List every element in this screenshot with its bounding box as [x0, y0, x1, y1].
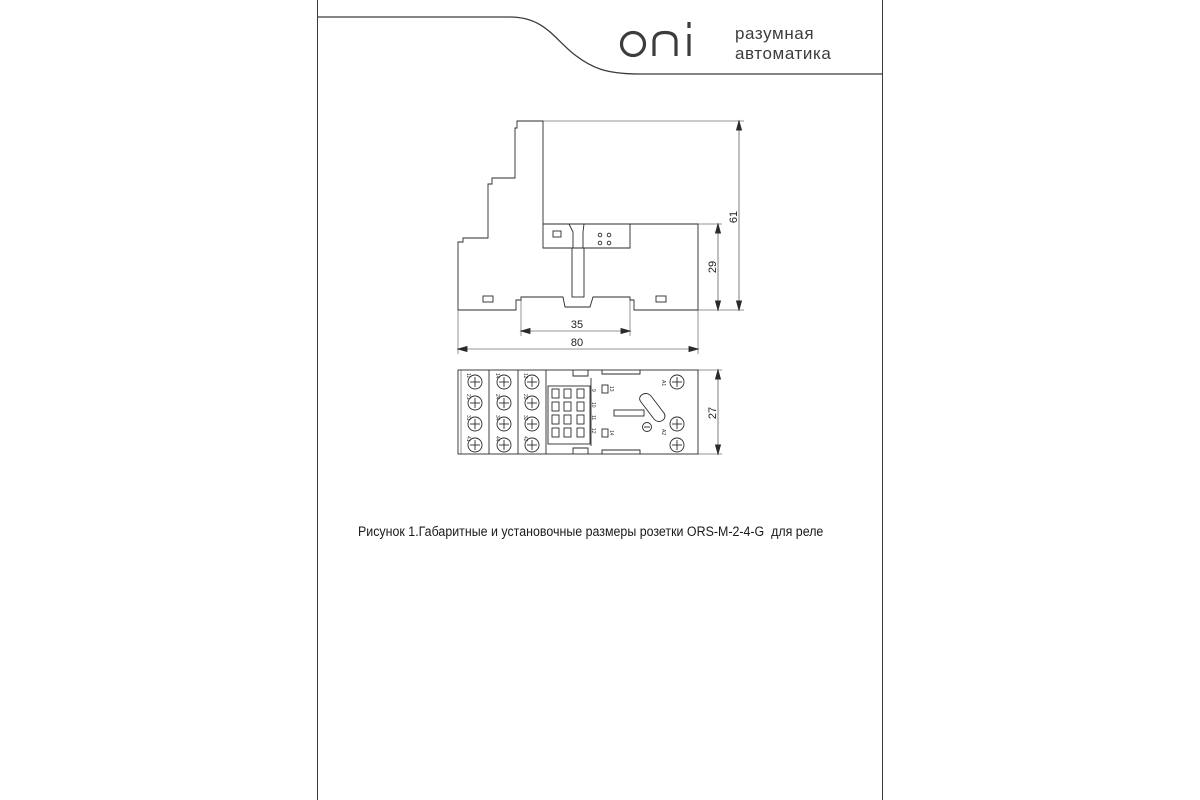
- inner-pin-label: 14: [608, 430, 614, 436]
- terminal-label: 34: [494, 415, 500, 421]
- inner-pin-label: 10: [590, 402, 596, 408]
- tagline-line-2: автоматика: [735, 44, 832, 63]
- coil-label-a1: A1: [660, 380, 666, 387]
- inner-pin-label: 9: [590, 389, 596, 392]
- side-view-outline: [458, 121, 698, 310]
- dimension-35-label: 35: [570, 319, 584, 331]
- terminal-label: 12: [522, 373, 528, 379]
- coil-label-a2: A2: [660, 429, 666, 436]
- terminal-label: 42: [522, 436, 528, 442]
- terminal-label: 11: [465, 373, 471, 379]
- dimension-27-label: 27: [707, 406, 719, 420]
- dimension-61: [543, 121, 744, 310]
- inner-pin-label: 11: [590, 415, 596, 421]
- inner-pin-label: 13: [608, 386, 614, 392]
- dimension-80-label: 80: [570, 337, 584, 349]
- terminal-label: 22: [522, 394, 528, 400]
- tagline-line-1: разумная: [735, 24, 815, 43]
- terminal-label: 21: [465, 394, 471, 400]
- dimension-61-label: 61: [728, 210, 740, 224]
- terminal-label: 31: [465, 415, 471, 421]
- terminal-label: 32: [522, 415, 528, 421]
- figure-caption: Рисунок 1.Габаритные и установочные размеры розетки ORS-M-2-4-G для реле: [358, 524, 824, 539]
- contact-sockets: [552, 385, 608, 437]
- terminal-label: 44: [494, 436, 500, 442]
- release-lever: [614, 394, 665, 432]
- terminal-label: 24: [494, 394, 500, 400]
- terminal-label: 41: [465, 436, 471, 442]
- terminal-label: 14: [494, 373, 500, 379]
- dimension-29-label: 29: [707, 260, 719, 274]
- inner-pin-label: 12: [590, 428, 596, 434]
